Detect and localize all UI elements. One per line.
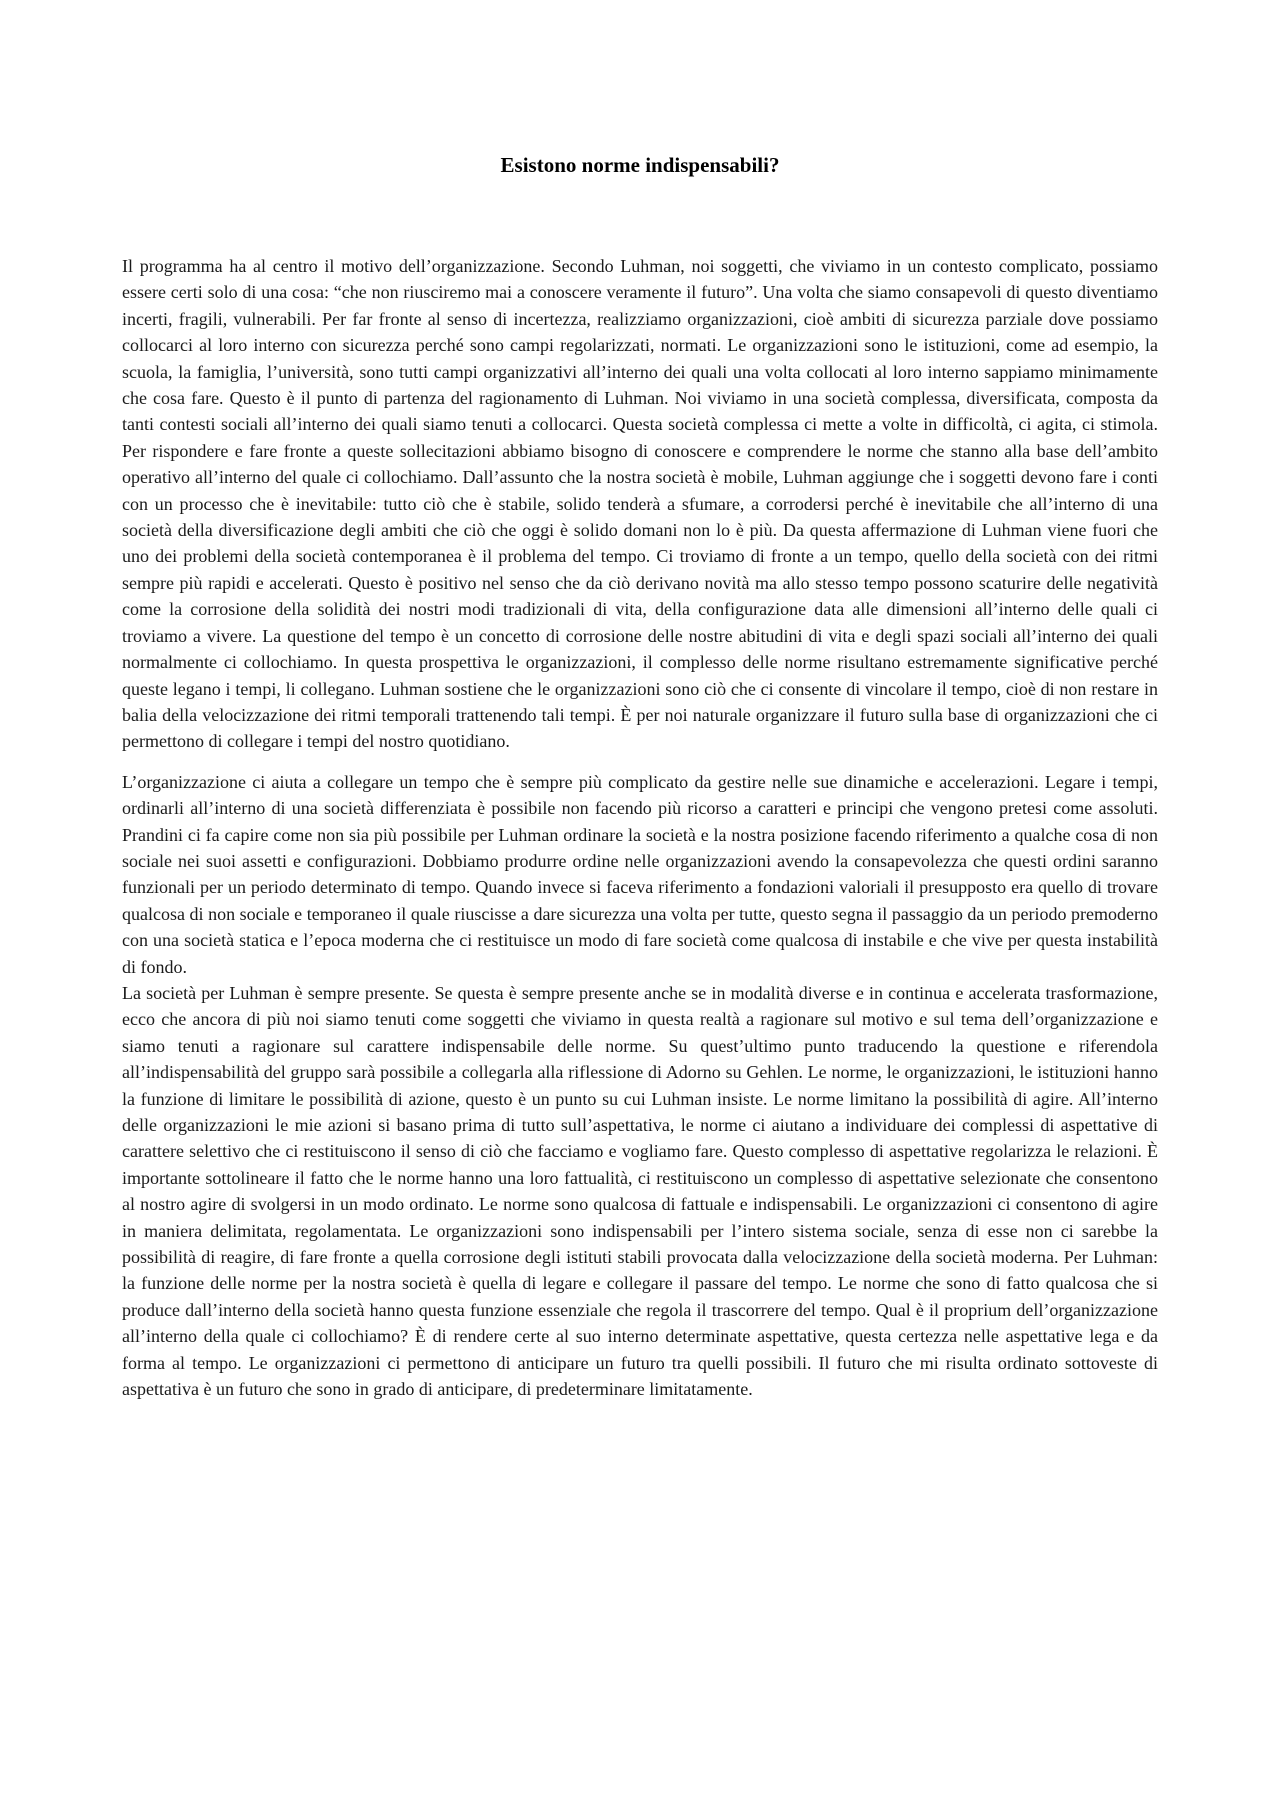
document-body xyxy=(122,253,1158,1402)
paragraph-3: La società per Luhman è sempre presente. Se questa è sempre presente anche se in modalità diverse e in continua e accelerata trasformazione, ecco che ancora di più noi siamo tenuti come soggetti che viviamo in questa realtà a ragionare sul motivo e sul tema dell’organizzazione e siamo tenuti a ragionare sul carattere indispensabile delle norme. Su quest’ultimo punto traducendo la questione e riferendola all’indispensabilità del gruppo sarà possibile a collegarla alla riflessione di Adorno su Gehlen. Le norme, le organizzazioni, le istituzioni hanno la funzione di limitare le possibilità di azione, questo è un punto su cui Luhman insiste. Le norme limitano la possibilità di agire. All’interno delle organizzazioni le mie azioni si basano prima di tutto sull’aspettativa, le norme ci aiutano a individuare dei complessi di aspettative di carattere selettivo che ci restituiscono il senso di ciò che facciamo e vogliamo fare. Questo complesso di aspettative regolarizza le relazioni. È importante sottolineare il fatto che le norme hanno una loro fattualità, ci restituiscono un complesso di aspettative selezionate che consentono al nostro agire di svolgersi in un modo ordinato. Le norme sono qualcosa di fattuale e indispensabili. Le organizzazioni ci consentono di agire in maniera delimitata, regolamentata. Le organizzazioni sono indispensabili per l’intero sistema sociale, senza di esse non ci sarebbe la possibilità di reagire, di fare fronte a quella corrosione degli istituti stabili provocata dalla velocizzazione della società moderna. Per Luhman: la funzione delle norme per la nostra società è quella di legare e collegare il passare del tempo. Le norme che sono di fatto qualcosa che si produce dall’interno della società hanno questa funzione essenziale che regola il trascorrere del tempo. Qual è il proprium dell’organizzazione all’interno della quale ci collochiamo? È di rendere certe al suo interno determinate aspettative, questa certezza nelle aspettative lega e da forma al tempo. Le organizzazioni ci permettono di anticipare un futuro tra quelli possibili. Il futuro che mi risulta ordinato sottoveste di aspettativa è un futuro che sono in grado di anticipare, di predeterminare limitatamente. xyxy=(122,982,1158,1400)
paragraph-1: Il programma ha al centro il motivo dell’organizzazione. Secondo Luhman, noi soggetti, che viviamo in un contesto complicato, possiamo essere certi solo di una cosa: “che non riusciremo mai a conoscere veramente il futuro”. Una volta che siamo consapevoli di questo diventiamo incerti, fragili, vulnerabili. Per far fronte al senso di incertezza, realizziamo organizzazioni, cioè ambiti di sicurezza parziale dove possiamo collocarci al loro interno con sicurezza perché sono campi regolarizzati, normati. Le organizzazioni sono le istituzioni, come ad esempio, la scuola, la famiglia, l’università, sono tutti campi organizzativi all’interno dei quali una volta collocati al loro interno sappiamo minimamente che cosa fare. Questo è il punto di partenza del ragionamento di Luhman. Noi viviamo in una società complessa, diversificata, composta da tanti contesti sociali all’interno dei quali siamo tenuti a collocarci. Questa società complessa ci mette a volte in difficoltà, ci agita, ci stimola. Per rispondere e fare fronte a queste sollecitazioni abbiamo bisogno di conoscere e comprendere le norme che stanno alla base dell’ambito operativo all’interno del quale ci collochiamo. Dall’assunto che la nostra società è mobile, Luhman aggiunge che i soggetti devono fare i conti con un processo che è inevitabile: tutto ciò che è stabile, solido tenderà a sfumare, a corrodersi perché è inevitabile che all’interno di una società della diversificazione degli ambiti che ciò che oggi è solido domani non lo è più. Da questa affermazione di Luhman viene fuori che uno dei problemi della società contemporanea è il problema del tempo. Ci troviamo di fronte a un tempo, quello della società con dei ritmi sempre più rapidi e accelerati. Questo è positivo nel senso che da ciò derivano novità ma allo stesso tempo possono scaturire delle negatività come la corrosione della solidità dei nostri modi tradizionali di vita, della configurazione data alle dimensioni all’interno delle quali ci troviamo a vivere. La questione del tempo è un concetto di corrosione delle nostre abitudini di vita e degli spazi sociali all’interno dei quali normalmente ci collochiamo. In questa prospettiva le organizzazioni, il complesso delle norme risultano estremamente significative perché queste legano i tempi, li collegano. Luhman sostiene che le organizzazioni sono ciò che ci consente di vincolare il tempo, cioè di non restare in balia della velocizzazione dei ritmi temporali trattenendo tali tempi. È per noi naturale organizzare il futuro sulla base di organizzazioni che ci permettono di collegare i tempi del nostro quotidiano. xyxy=(122,256,1158,752)
document-title: Esistono norme indispensabili? xyxy=(500,153,780,177)
paragraph-2: L’organizzazione ci aiuta a collegare un tempo che è sempre più complicato da gestire nelle sue dinamiche e accelerazioni. Legare i tempi, ordinarli all’interno di una società differenziata è possibile non facendo più ricorso a caratteri e principi che vengono pretesi come assoluti. Prandini ci fa capire come non sia più possibile per Luhman ordinare la società e la nostra posizione facendo riferimento a qualche cosa di non sociale nei suoi assetti e configurazioni. Dobbiamo produrre ordine nelle organizzazioni avendo la consapevolezza che questi ordini saranno funzionali per un periodo determinato di tempo. Quando invece si faceva riferimento a fondazioni valoriali il presupposto era quello di trovare qualcosa di non sociale e temporaneo il quale riuscisse a dare sicurezza una volta per tutte, questo segna il passaggio da un periodo premoderno con una società statica e l’epoca moderna che ci restituisce un modo di fare società come qualcosa di instabile e che vive per questa instabilità di fondo. xyxy=(122,771,1158,977)
